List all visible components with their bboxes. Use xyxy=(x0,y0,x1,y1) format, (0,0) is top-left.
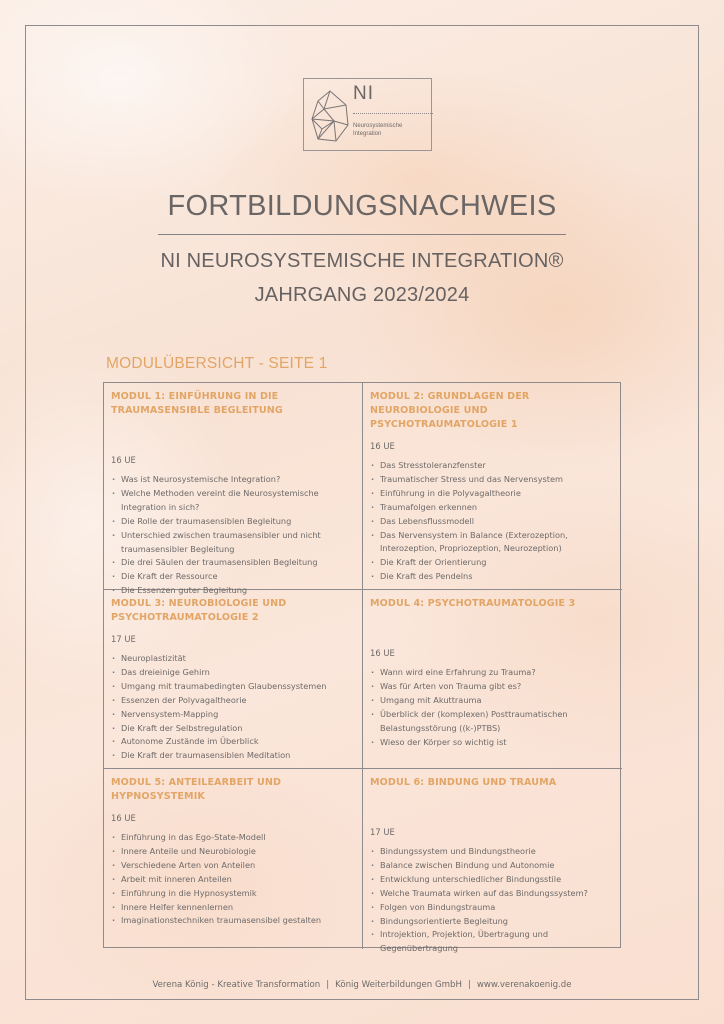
module-title: MODUL 2: GRUNDLAGEN DER NEUROBIOLOGIE UND PSYCHOTRAUMATOLOGIE 1 xyxy=(370,391,530,430)
module-units: 16 UE xyxy=(370,441,395,451)
module-title: MODUL 4: PSYCHOTRAUMATOLOGIE 3 xyxy=(370,598,576,609)
list-item: · Innere Anteile und Neurobiologie xyxy=(111,845,355,859)
list-item: · Das Nervensystem in Balance (Exterozeption, Interozeption, Propriozeption, Neurozeption) xyxy=(370,529,615,557)
list-item: · Die drei Säulen der traumasensiblen Begleitung xyxy=(111,556,355,570)
list-item: · Folgen von Bindungstrauma xyxy=(370,901,615,915)
list-item: · Autonome Zustände im Überblick xyxy=(111,735,355,749)
module-card-1 xyxy=(104,383,363,596)
program-name: NI NEUROSYSTEMISCHE INTEGRATION® xyxy=(160,250,564,272)
list-item: · Umgang mit traumabedingten Glaubenssystemen xyxy=(111,680,355,694)
list-item: · Das dreieinige Gehirn xyxy=(111,666,355,680)
title-divider xyxy=(158,234,566,235)
module-title: MODUL 3: NEUROBIOLOGIE UND PSYCHOTRAUMATOLOGIE 2 xyxy=(111,598,287,623)
module-card-4 xyxy=(363,590,622,769)
module-topic-list xyxy=(111,473,355,598)
list-item: · Unterschied zwischen traumasensibler und nicht traumasensibler Begleitung xyxy=(111,529,355,557)
list-item: · Arbeit mit inneren Anteilen xyxy=(111,873,355,887)
list-item: · Essenzen der Polyvagaltheorie xyxy=(111,694,355,708)
list-item: · Was ist Neurosystemische Integration? xyxy=(111,473,355,487)
module-topic-list xyxy=(111,831,355,928)
list-item: · Nervensystem-Mapping xyxy=(111,708,355,722)
list-item: · Neuroplastizität xyxy=(111,652,355,666)
list-item: · Die Kraft der Selbstregulation xyxy=(111,722,355,736)
logo xyxy=(303,78,432,151)
footer-website-link[interactable]: www.verenakoenig.de xyxy=(476,980,572,990)
logo-abbreviation: NI xyxy=(353,83,374,104)
list-item: · Bindungsorientierte Begleitung xyxy=(370,915,615,929)
footer-author: Verena König - Kreative Transformation xyxy=(152,980,321,990)
logo-name-line1: Neurosystemische xyxy=(353,123,403,129)
footer-separator: | xyxy=(326,980,330,990)
list-item: · Einführung in die Polyvagaltheorie xyxy=(370,487,615,501)
footer-separator: | xyxy=(467,980,471,990)
list-item: · Einführung in das Ego-State-Modell xyxy=(111,831,355,845)
list-item: · Was für Arten von Trauma gibt es? xyxy=(370,680,615,694)
logo-dotted-rule xyxy=(353,113,433,114)
list-item: · Einführung in die Hypnosystemik xyxy=(111,887,355,901)
module-title: MODUL 1: EINFÜHRUNG IN DIE TRAUMASENSIBLE BEGLEITUNG xyxy=(111,391,283,416)
list-item: · Die Kraft des Pendelns xyxy=(370,570,615,584)
list-item: · Die Kraft der traumasensiblen Meditation xyxy=(111,749,355,763)
module-units: 17 UE xyxy=(370,827,395,837)
list-item: · Wann wird eine Erfahrung zu Trauma? xyxy=(370,666,615,680)
module-units: 17 UE xyxy=(111,634,136,644)
list-item: · Umgang mit Akuttrauma xyxy=(370,694,615,708)
module-title: MODUL 6: BINDUNG UND TRAUMA xyxy=(370,777,557,788)
logo-name-line2: Integration xyxy=(353,130,382,137)
list-item: · Entwicklung unterschiedlicher Bindungsstile xyxy=(370,873,615,887)
module-units: 16 UE xyxy=(111,813,136,823)
list-item: · Bindungssystem und Bindungstheorie xyxy=(370,845,615,859)
list-item: · Imaginationstechniken traumasensibel gestalten xyxy=(111,914,355,928)
list-item: · Die Essenzen guter Begleitung xyxy=(111,584,355,598)
list-item: · Das Lebensflussmodell xyxy=(370,515,615,529)
module-units: 16 UE xyxy=(111,455,136,465)
module-card-6 xyxy=(363,769,622,954)
module-topic-list xyxy=(111,652,355,763)
list-item: · Welche Methoden vereint die Neurosystemische Integration in sich? xyxy=(111,487,355,515)
module-grid xyxy=(103,382,621,954)
footer-company: König Weiterbildungen GmbH xyxy=(335,980,462,990)
footer xyxy=(0,980,724,990)
list-item: · Die Kraft der Orientierung xyxy=(370,556,615,570)
module-card-5 xyxy=(104,769,363,949)
list-item: · Welche Traumata wirken auf das Bindungssystem? xyxy=(370,887,615,901)
module-units: 16 UE xyxy=(370,648,395,658)
page-title: FORTBILDUNGSNACHWEIS xyxy=(167,190,557,222)
list-item: · Verschiedene Arten von Anteilen xyxy=(111,859,355,873)
section-heading: MODULÜBERSICHT - SEITE 1 xyxy=(106,355,328,372)
list-item: · Innere Helfer kennenlernen xyxy=(111,901,355,915)
list-item: · Traumatischer Stress und das Nervensystem xyxy=(370,473,615,487)
logo-name xyxy=(353,123,402,138)
program-year: JAHRGANG 2023/2024 xyxy=(254,284,470,306)
module-card-2 xyxy=(363,383,622,590)
list-item: · Traumafolgen erkennen xyxy=(370,501,615,515)
gem-icon xyxy=(310,89,350,145)
module-card-3 xyxy=(104,590,363,769)
module-title: MODUL 5: ANTEILEARBEIT UND HYPNOSYSTEMIK xyxy=(111,777,282,802)
list-item: · Balance zwischen Bindung und Autonomie xyxy=(370,859,615,873)
module-topic-list xyxy=(370,666,615,749)
list-item: · Das Stresstoleranzfenster xyxy=(370,459,615,473)
module-topic-list xyxy=(370,459,615,584)
list-item: · Überblick der (komplexen) Posttraumatischen Belastungsstörung ((k-)PTBS) xyxy=(370,708,615,736)
module-topic-list xyxy=(370,845,615,956)
list-item: · Die Rolle der traumasensiblen Begleitung xyxy=(111,515,355,529)
list-item: · Die Kraft der Ressource xyxy=(111,570,355,584)
list-item: · Wieso der Körper so wichtig ist xyxy=(370,736,615,750)
list-item: · Introjektion, Projektion, Übertragung und Gegenübertragung xyxy=(370,928,615,956)
